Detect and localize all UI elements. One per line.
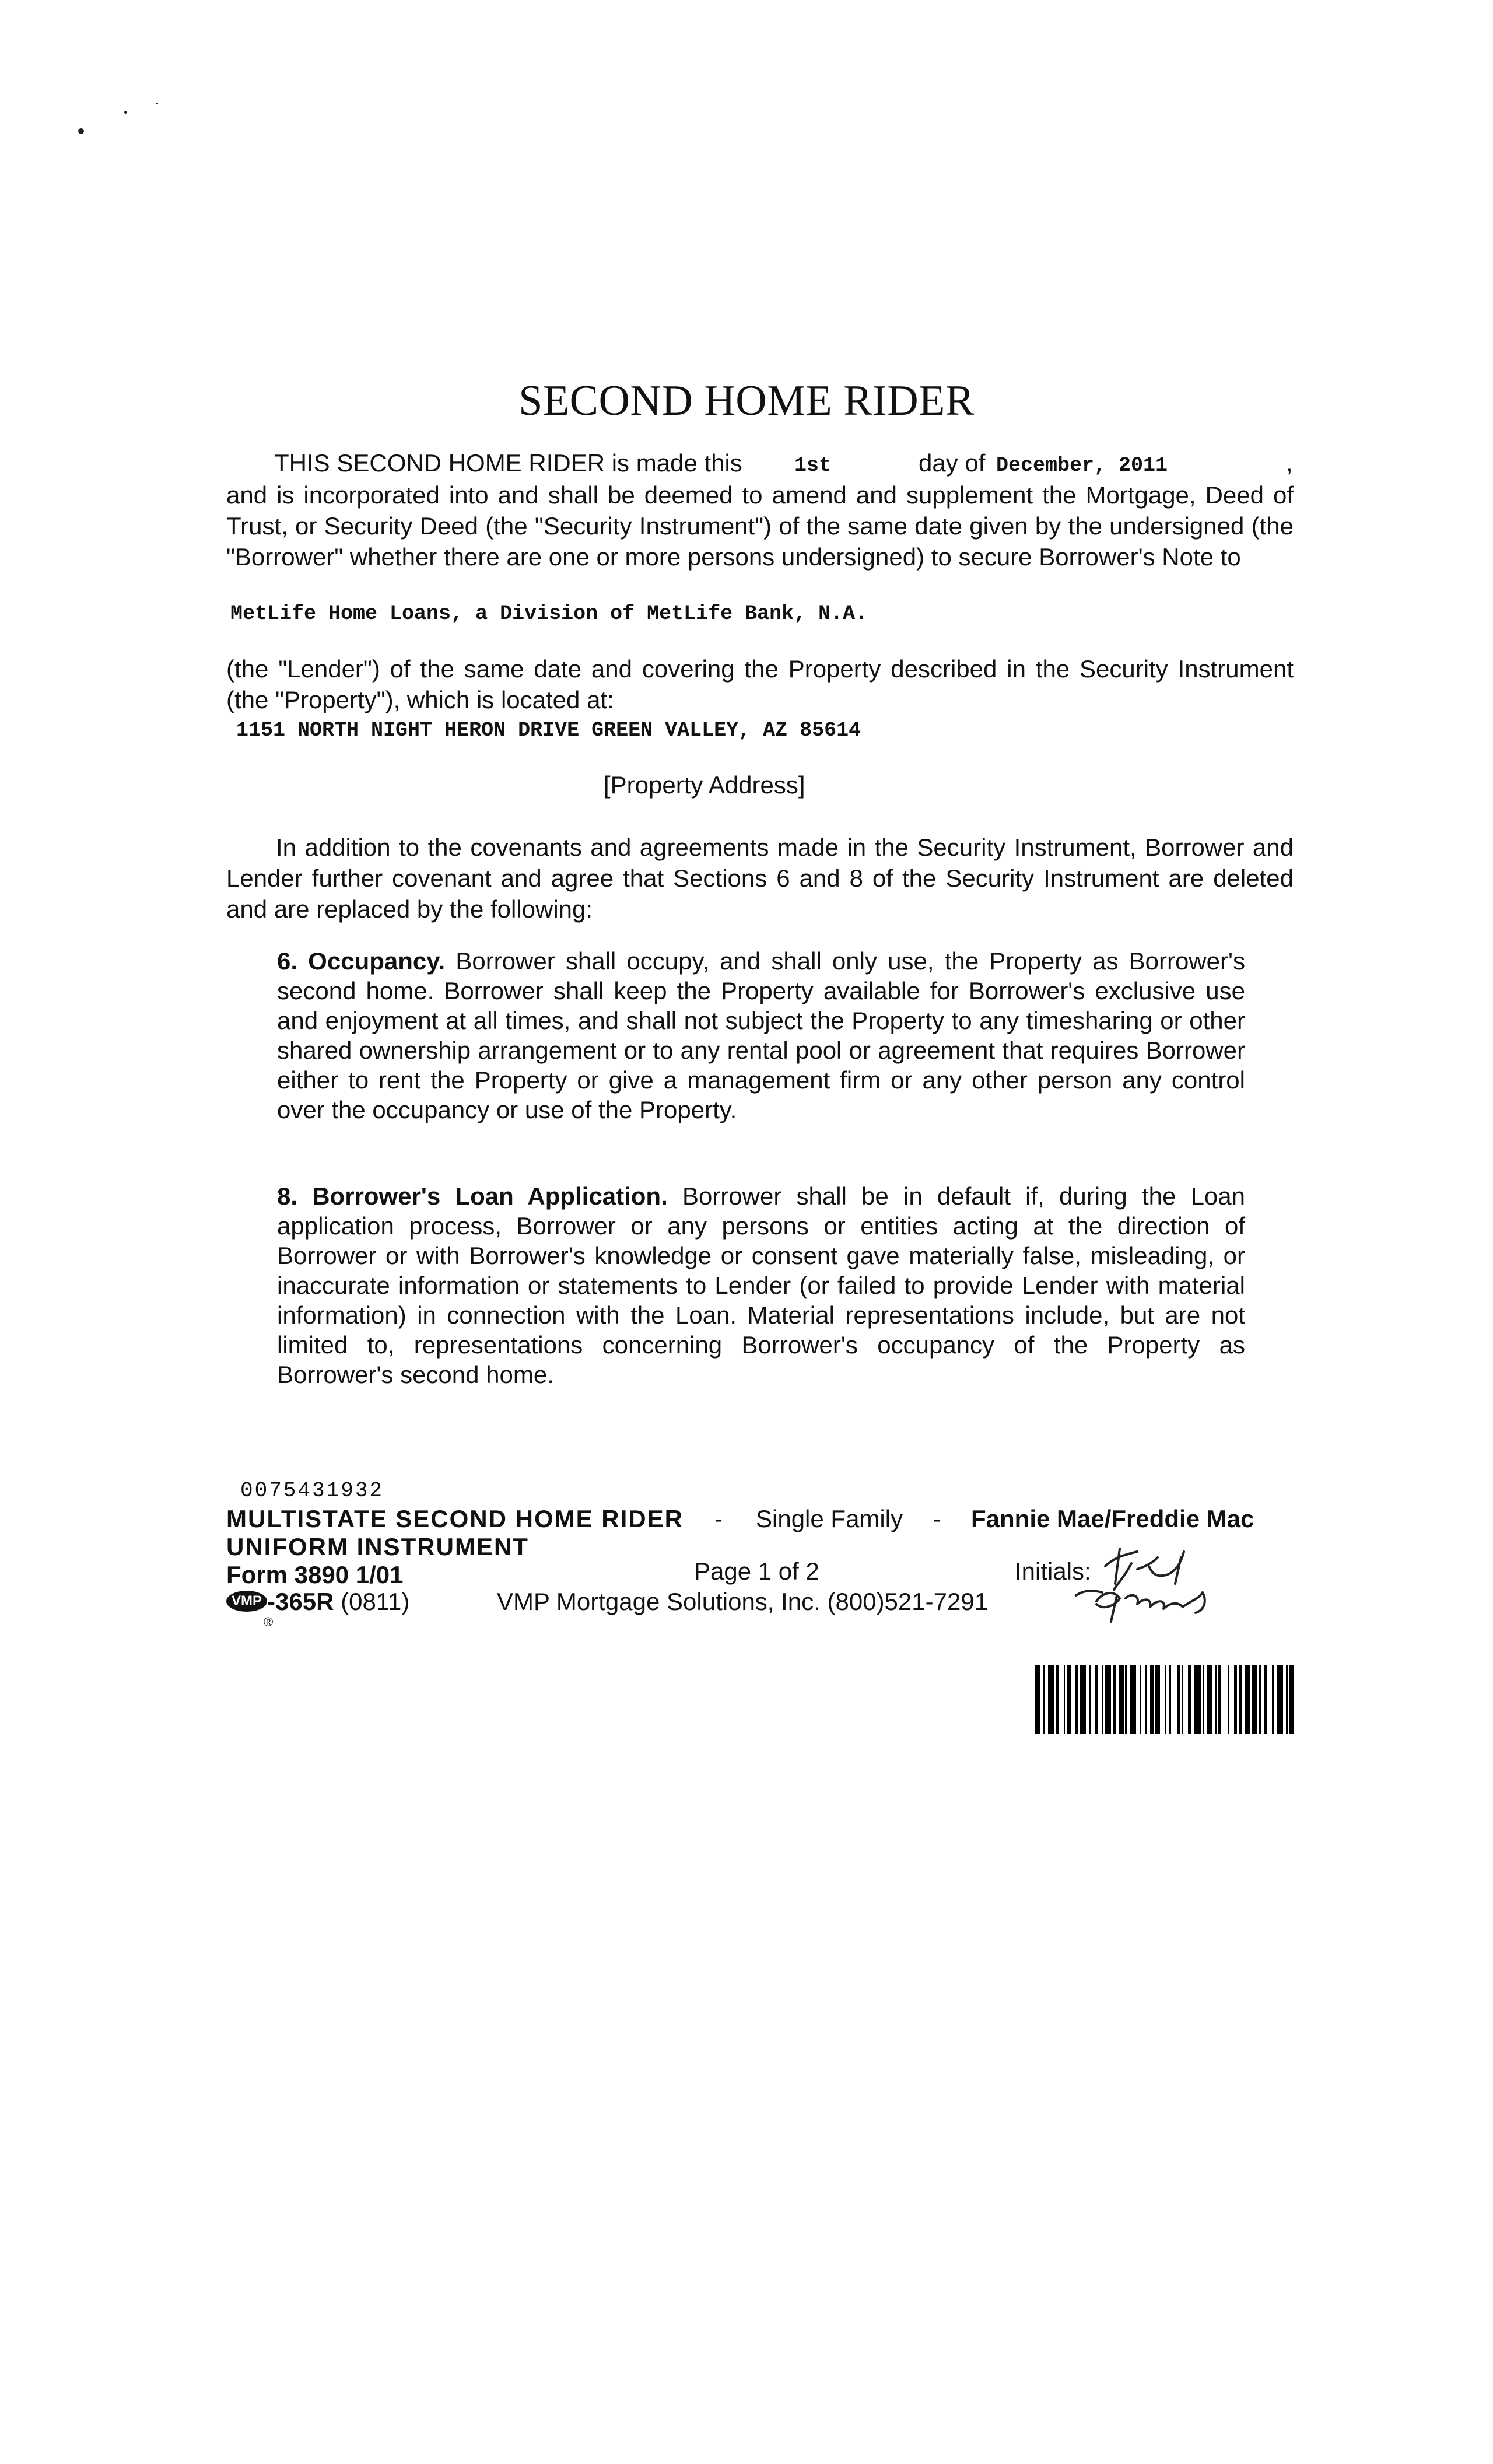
barcode bbox=[1035, 1665, 1298, 1734]
barcode-bar bbox=[1160, 1665, 1165, 1734]
loan-number: 0075431932 bbox=[240, 1479, 384, 1503]
intro-month-year: December, 2011 bbox=[996, 454, 1168, 477]
barcode-bar bbox=[1080, 1665, 1086, 1734]
barcode-bar bbox=[1221, 1665, 1228, 1734]
scan-speck bbox=[124, 111, 127, 114]
barcode-bar bbox=[1183, 1665, 1188, 1734]
initials-label: Initials: bbox=[1015, 1558, 1091, 1585]
form-number: Form 3890 1/01 bbox=[226, 1561, 404, 1588]
barcode-bar bbox=[1059, 1665, 1064, 1734]
vmp-code: -365R bbox=[267, 1588, 334, 1615]
vmp-company: VMP Mortgage Solutions, Inc. (800)521-7291 bbox=[497, 1588, 989, 1615]
intro-comma: , bbox=[1286, 449, 1293, 477]
registered-mark: ® bbox=[264, 1615, 274, 1629]
barcode-bar bbox=[1277, 1665, 1283, 1734]
barcode-bar bbox=[1171, 1665, 1177, 1734]
handwritten-initials bbox=[1050, 1534, 1242, 1645]
section-8-heading: 8. Borrower's Loan Application. bbox=[277, 1182, 668, 1210]
barcode-bar bbox=[1130, 1665, 1136, 1734]
footer-dash-2: - bbox=[933, 1505, 941, 1532]
barcode-bar bbox=[1105, 1665, 1111, 1734]
barcode-bar bbox=[1035, 1665, 1040, 1734]
page-number: Page 1 of 2 bbox=[694, 1558, 819, 1585]
section-6 bbox=[277, 946, 1245, 1125]
form-title-right: Fannie Mae/Freddie Mac bbox=[971, 1505, 1254, 1532]
barcode-bar bbox=[1207, 1665, 1212, 1734]
barcode-bar bbox=[1252, 1665, 1258, 1734]
barcode-bar bbox=[1119, 1665, 1123, 1734]
section-6-heading: 6. Occupancy. bbox=[277, 947, 446, 975]
document-title: SECOND HOME RIDER bbox=[518, 377, 975, 425]
lender-paragraph: (the "Lender") of the same date and covering the Property described in the Security Instrument (the "Property"), which is located at: bbox=[226, 655, 1294, 713]
covenants-paragraph bbox=[226, 832, 1294, 925]
footer-dash-1: - bbox=[714, 1505, 723, 1532]
vmp-line bbox=[226, 1588, 409, 1616]
section-8-text: Borrower shall be in default if, during the Loan application process, Borrower or any persons or entities acting at the direction of Borrower or with Borrower's knowledge or consent gave materially false, misleading, or inaccurate information or statements to Lender (or failed to provide Lender with material information) in connection with the Loan. Material representations include, but are not limited to, representations concerning Borrower's occupancy of the Property as Borrower's second home. bbox=[277, 1182, 1245, 1388]
scan-speck bbox=[156, 103, 158, 104]
barcode-bar bbox=[1194, 1665, 1201, 1734]
scan-speck bbox=[78, 128, 84, 134]
barcode-bar bbox=[1067, 1665, 1071, 1734]
property-address-caption: [Property Address] bbox=[604, 771, 805, 799]
barcode-bar bbox=[1091, 1665, 1095, 1734]
vmp-date: (0811) bbox=[341, 1588, 410, 1615]
property-address: 1151 NORTH NIGHT HERON DRIVE GREEN VALLEY, AZ 85614 bbox=[236, 719, 861, 742]
intro-continuation: and is incorporated into and shall be deemed to amend and supplement the Mortgage, Deed of Trust, or Security Deed (the "Security Instrument") of the same date given by the undersigned (the "Borrower" whether there are one or more persons undersigned) to secure Borrower's Note to bbox=[226, 481, 1294, 570]
intro-prefix: THIS SECOND HOME RIDER is made this bbox=[274, 449, 742, 477]
barcode-bar bbox=[1289, 1665, 1294, 1734]
barcode-bar bbox=[1229, 1665, 1234, 1734]
intro-day-of: day of bbox=[919, 449, 986, 477]
section-8 bbox=[277, 1181, 1245, 1390]
barcode-bar bbox=[1267, 1665, 1272, 1734]
lender-name: MetLife Home Loans, a Division of MetLife Bank, N.A. bbox=[230, 602, 868, 625]
covenants-text: In addition to the covenants and agreements made in the Security Instrument, Borrower and Lender further covenant and agree that Sections 6 and 8 of the Security Instrument are deleted and are replaced by the following: bbox=[226, 834, 1294, 923]
uniform-instrument: UNIFORM INSTRUMENT bbox=[226, 1533, 529, 1560]
form-title-left: MULTISTATE SECOND HOME RIDER bbox=[226, 1505, 684, 1532]
section-6-text: Borrower shall occupy, and shall only use, the Property as Borrower's second home. Borrower shall keep the Property available for Borrower's exclusive use and enjoyment at all times, and shall not subject the Property to any timesharing or other shared ownership arrangement or to any rental pool or agreement that requires Borrower either to rent the Property or give a management firm or any other person any control over the occupancy or use of the Property. bbox=[277, 947, 1245, 1124]
barcode-bar bbox=[1048, 1665, 1054, 1734]
barcode-bar bbox=[1141, 1665, 1145, 1734]
single-family: Single Family bbox=[756, 1505, 903, 1532]
intro-day: 1st bbox=[794, 454, 832, 477]
vmp-logo: VMP bbox=[226, 1591, 267, 1612]
barcode-bar bbox=[1155, 1665, 1160, 1734]
barcode-bar bbox=[1245, 1665, 1250, 1734]
barcode-bar bbox=[1294, 1665, 1297, 1734]
